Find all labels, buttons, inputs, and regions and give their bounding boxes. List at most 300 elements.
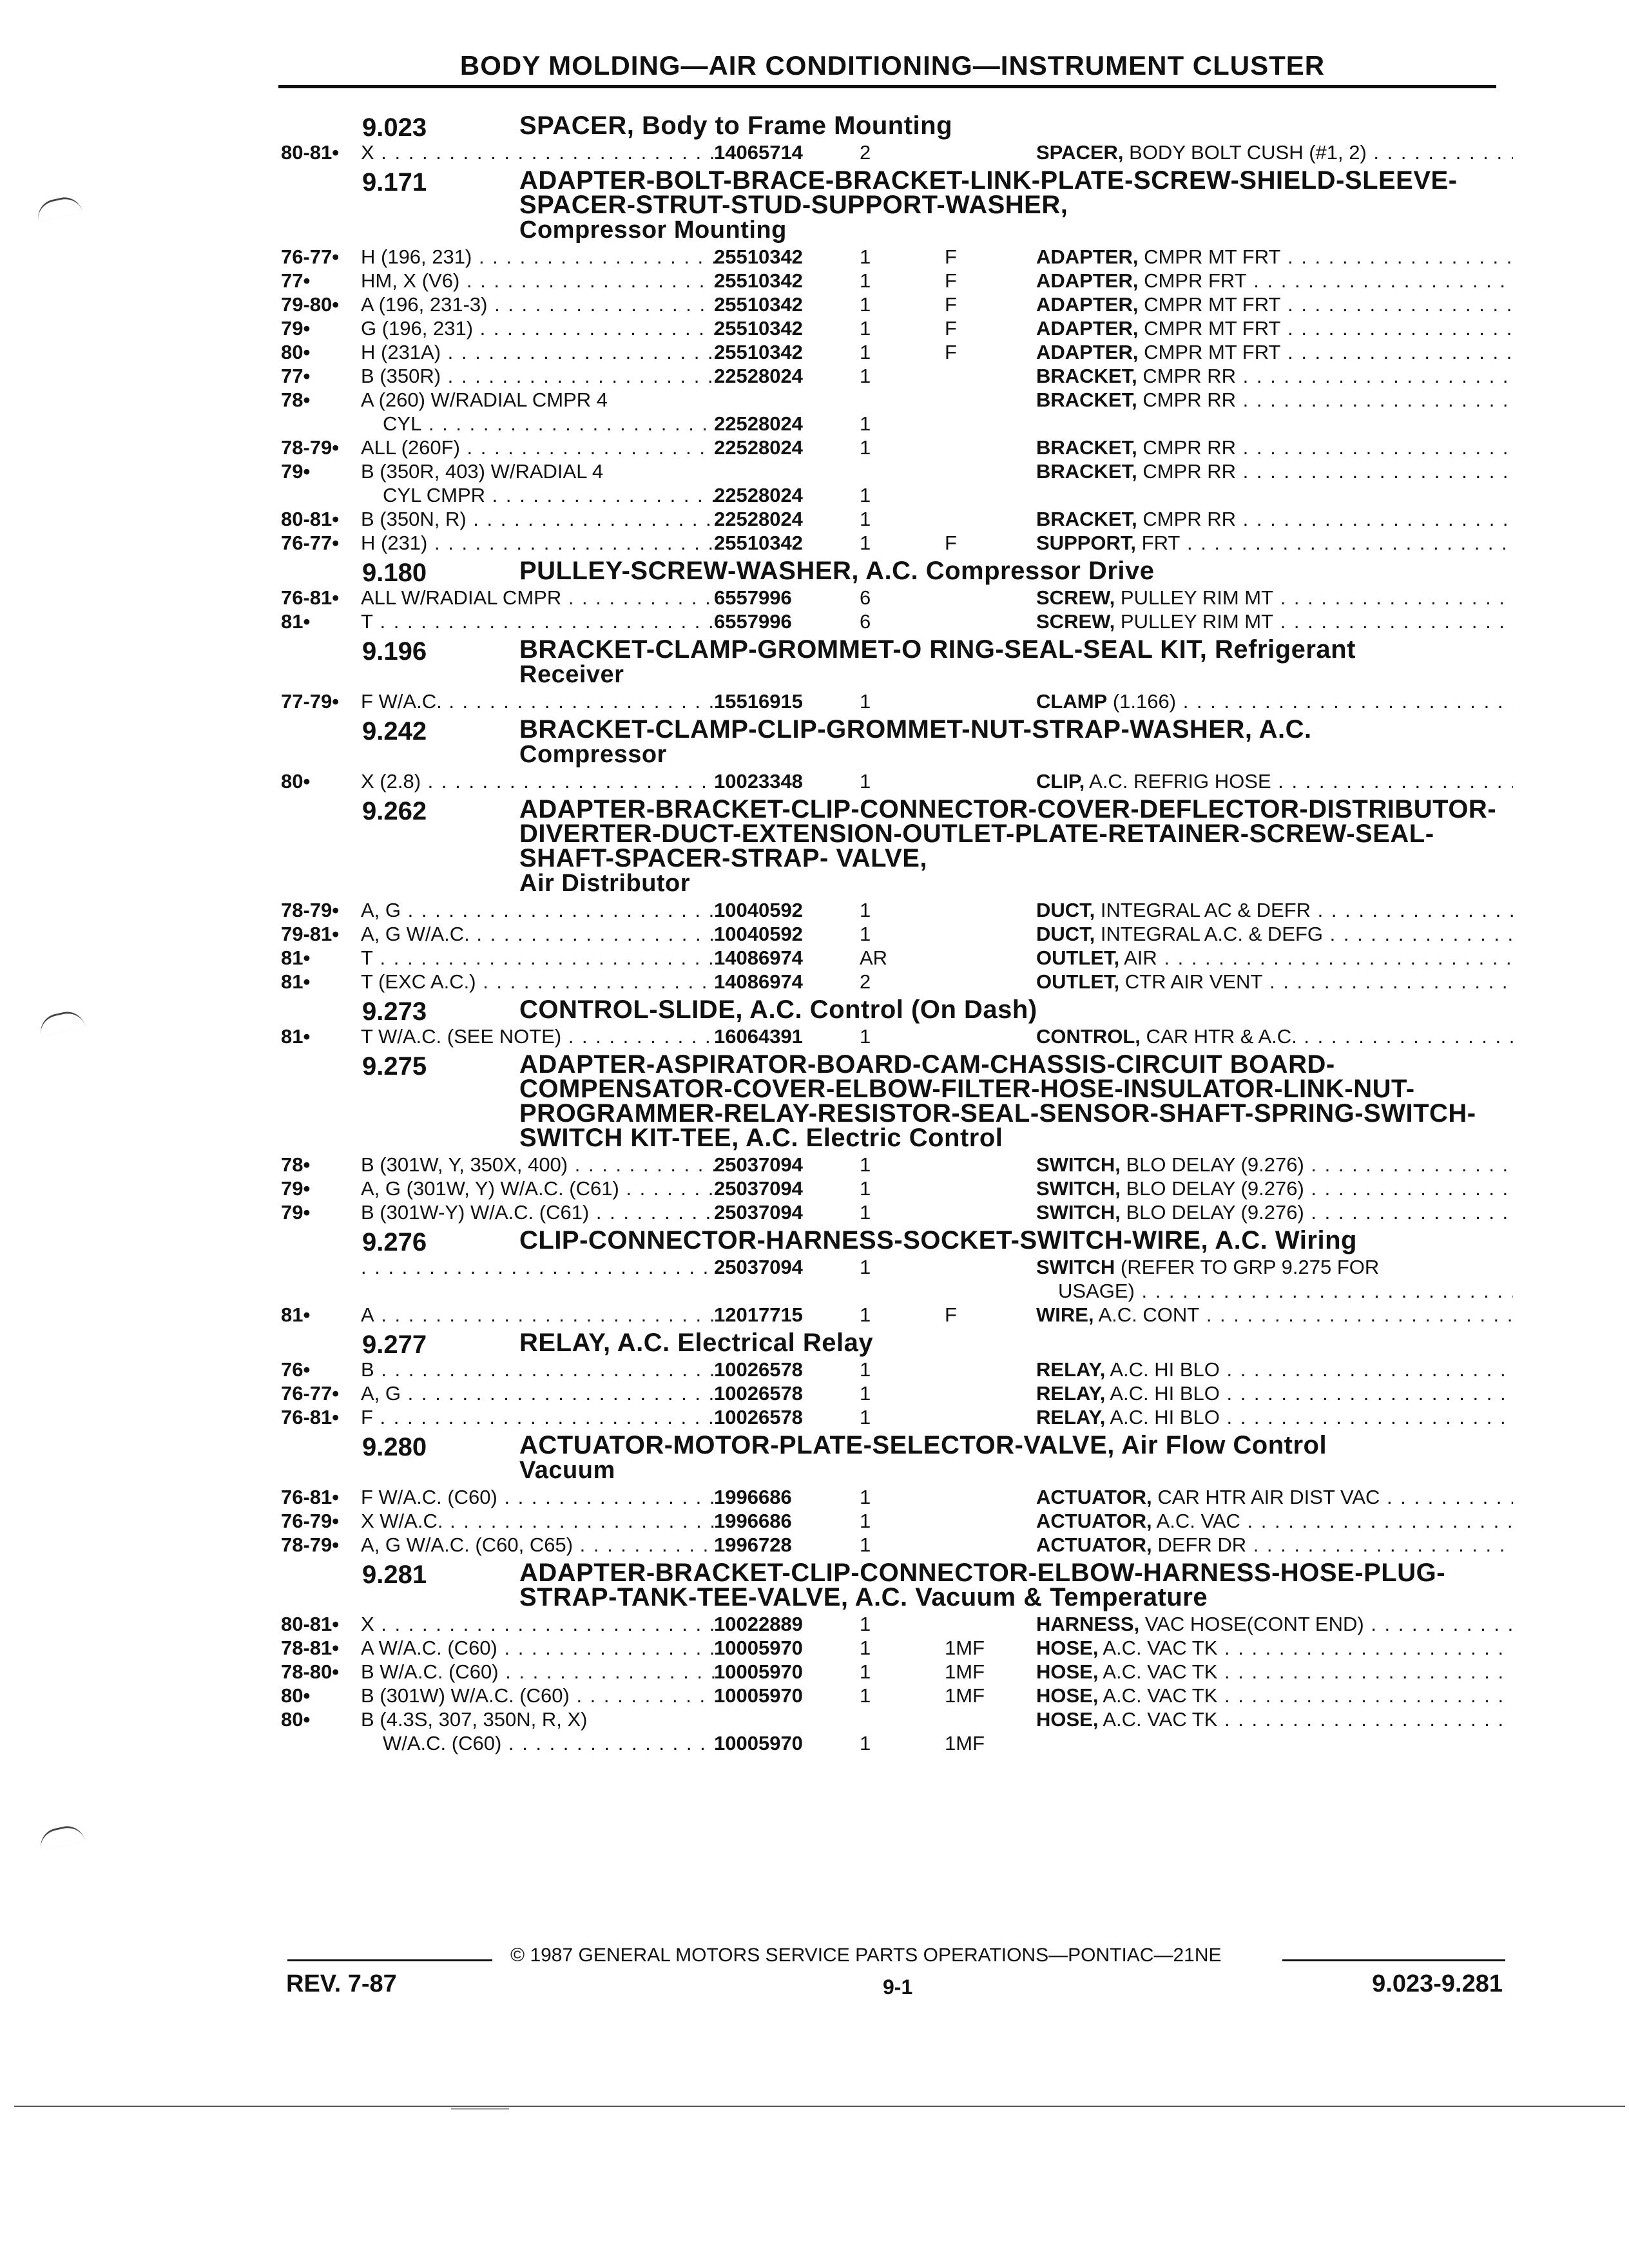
- model-application: [361, 364, 722, 388]
- part-description: [1036, 1200, 1513, 1224]
- part-description: [1036, 1707, 1513, 1731]
- quantity: 1: [860, 1732, 871, 1754]
- section-title: [519, 1228, 1505, 1253]
- part-description: [1036, 1153, 1513, 1177]
- footer-revision: REV. 7-87: [286, 1970, 397, 1997]
- part-row: [281, 388, 1505, 436]
- model-application: [361, 1153, 722, 1177]
- part-detail: AIR: [1124, 947, 1157, 969]
- footer-copyright: © 1987 GENERAL MOTORS SERVICE PARTS OPERATIONS—PONTIAC—21NE: [510, 1945, 1222, 1966]
- parts-rows: [281, 140, 1505, 164]
- quantity: 1: [860, 269, 871, 292]
- section-subtitle: Air Distributor: [519, 870, 691, 897]
- part-row: [281, 922, 1505, 946]
- part-row: [281, 1405, 1505, 1429]
- model-application: [361, 1636, 722, 1660]
- model-application: [361, 459, 722, 483]
- part-name: SWITCH: [1036, 1256, 1115, 1278]
- usage-code: 1MF: [945, 1684, 985, 1707]
- part-description: [1036, 531, 1513, 555]
- part-row: [281, 1485, 1505, 1509]
- model-application: [361, 1684, 722, 1707]
- part-row: [281, 459, 1505, 507]
- section-number: 9.171: [362, 168, 427, 197]
- model-year: 77•: [281, 365, 311, 387]
- model-application-text: F W/A.C.: [361, 690, 442, 713]
- model-year: 81•: [281, 970, 311, 993]
- part-row: [281, 1153, 1505, 1177]
- part-name: HARNESS,: [1036, 1613, 1140, 1635]
- part-name: BRACKET,: [1036, 508, 1137, 530]
- model-year: 76-77•: [281, 245, 340, 268]
- section-title-text: RELAY, A.C. Electrical Relay: [519, 1329, 874, 1357]
- part-number: 10026578: [714, 1406, 803, 1428]
- part-detail: A.C. REFRIG HOSE: [1089, 770, 1271, 793]
- part-row: [281, 610, 1505, 633]
- section-number: 9.276: [362, 1228, 427, 1256]
- section-header: [281, 717, 1505, 767]
- part-name: BRACKET,: [1036, 365, 1137, 387]
- model-application-text: B: [361, 1358, 374, 1381]
- section-header: [281, 995, 1505, 1026]
- part-name: SPACER,: [1036, 141, 1124, 164]
- part-number: 25510342: [714, 269, 803, 292]
- model-application-text: B (350N, R): [361, 508, 467, 530]
- section-number: 9.023: [362, 113, 427, 142]
- part-name: SCREW,: [1036, 610, 1115, 633]
- quantity: 1: [860, 508, 871, 530]
- part-row: [281, 1509, 1505, 1533]
- quantity: 1: [860, 365, 871, 387]
- section-number: 9.262: [362, 797, 427, 825]
- part-row: [281, 1024, 1505, 1048]
- part-name: ADAPTER,: [1036, 341, 1139, 363]
- section-subtitle: Compressor Mounting: [519, 216, 787, 244]
- part-row: [281, 1533, 1505, 1557]
- model-year: 79•: [281, 317, 311, 340]
- model-year: 81•: [281, 1303, 311, 1326]
- part-description-cont: [1058, 1279, 1513, 1303]
- part-detail: A.C. HI BLO: [1110, 1382, 1220, 1405]
- quantity: 1: [860, 1153, 871, 1176]
- part-description: [1036, 340, 1513, 364]
- part-detail: A.C. VAC TK: [1103, 1684, 1218, 1707]
- model-year: 76-79•: [281, 1510, 340, 1532]
- part-name: BRACKET,: [1036, 389, 1137, 411]
- model-application-text: ALL (260F): [361, 436, 460, 459]
- part-description: [1036, 1303, 1513, 1327]
- part-row: [281, 364, 1505, 388]
- quantity: 1: [860, 770, 871, 793]
- model-application: [361, 586, 722, 610]
- part-description: [1036, 1177, 1513, 1200]
- model-year: 80-81•: [281, 141, 340, 164]
- model-application-cont-text: CYL CMPR: [383, 484, 486, 506]
- section-title-text: BRACKET-CLAMP-CLIP-GROMMET-NUT-STRAP-WASHER, A.C.: [519, 715, 1312, 744]
- part-detail: (1.166): [1112, 690, 1177, 713]
- part-description: [1036, 269, 1513, 293]
- part-name: HOSE,: [1036, 1708, 1099, 1731]
- part-description: [1036, 1405, 1513, 1429]
- model-year: 78-79•: [281, 1533, 340, 1556]
- model-application-text: B (4.3S, 307, 350N, R, X): [361, 1708, 588, 1731]
- usage-code: F: [945, 1303, 957, 1326]
- part-description: [1036, 898, 1513, 922]
- model-application-text: A W/A.C. (C60): [361, 1637, 497, 1659]
- section-title: [519, 1052, 1505, 1150]
- model-application-text: B (301W-Y) W/A.C. (C61): [361, 1201, 590, 1224]
- model-application: [361, 1405, 722, 1429]
- quantity: 1: [860, 1303, 871, 1326]
- section-title-text: CLIP-CONNECTOR-HARNESS-SOCKET-SWITCH-WIRE, A.C. Wiring: [519, 1226, 1357, 1254]
- part-number: 22528024: [714, 436, 803, 459]
- part-number: 16064391: [714, 1025, 803, 1048]
- part-row: [281, 293, 1505, 316]
- model-year: 78•: [281, 389, 311, 411]
- model-application-cont: [383, 412, 721, 436]
- section-title-text: PULLEY-SCREW-WASHER, A.C. Compressor Drive: [519, 557, 1155, 585]
- model-application-cont: [383, 483, 721, 507]
- quantity: 2: [860, 141, 871, 164]
- model-year: 79-80•: [281, 293, 340, 316]
- part-detail: CMPR MT FRT: [1144, 245, 1281, 268]
- part-number: 10040592: [714, 923, 803, 945]
- section-number: 9.196: [362, 637, 427, 666]
- part-name: SWITCH,: [1036, 1201, 1121, 1224]
- model-year: 78•: [281, 1153, 311, 1176]
- part-description: [1036, 293, 1513, 316]
- part-number: 10005970: [714, 1732, 803, 1754]
- model-application: [361, 1533, 722, 1557]
- part-number: 25510342: [714, 317, 803, 340]
- model-year: 80-81•: [281, 1613, 340, 1635]
- section-title-text: CONTROL-SLIDE, A.C. Control (On Dash): [519, 995, 1037, 1024]
- quantity: 1: [860, 1177, 871, 1200]
- section-header: [281, 557, 1505, 587]
- part-description: [1036, 1255, 1513, 1279]
- binder-hole-mark: [37, 1008, 85, 1036]
- model-year: 79•: [281, 1177, 311, 1200]
- model-year: 78-79•: [281, 436, 340, 459]
- usage-code: F: [945, 269, 957, 292]
- footer-section-range: 9.023-9.281: [1372, 1970, 1503, 1997]
- part-number: 25037094: [714, 1177, 803, 1200]
- quantity: 1: [860, 245, 871, 268]
- part-name: ADAPTER,: [1036, 317, 1139, 340]
- model-application: [361, 1255, 722, 1279]
- usage-code: F: [945, 293, 957, 316]
- part-detail: PULLEY RIM MT: [1120, 586, 1274, 609]
- part-description-cont-text: USAGE): [1058, 1280, 1135, 1302]
- quantity: 1: [860, 412, 871, 435]
- usage-code: F: [945, 317, 957, 340]
- part-row: [281, 1200, 1505, 1224]
- part-row: [281, 245, 1505, 269]
- part-description: [1036, 388, 1513, 412]
- part-number: 1996728: [714, 1533, 792, 1556]
- section-header: [281, 1052, 1505, 1150]
- part-name: SUPPORT,: [1036, 532, 1137, 554]
- model-application-text: T: [361, 610, 373, 633]
- section-title-text: ADAPTER-BRACKET-CLIP-CONNECTOR-ELBOW-HARNESS-HOSE-PLUG-STRAP-TANK-TEE-VALVE, A.C. Vacuum & Temperature: [519, 1559, 1446, 1611]
- model-application: [361, 1485, 722, 1509]
- model-application-text: A (196, 231-3): [361, 293, 488, 316]
- model-application: [361, 1200, 722, 1224]
- part-number: 14065714: [714, 141, 803, 164]
- model-year: 81•: [281, 1025, 311, 1048]
- model-application-text: H (231): [361, 532, 428, 554]
- section-title-text: ADAPTER-BRACKET-CLIP-CONNECTOR-COVER-DEFLECTOR-DISTRIBUTOR-DIVERTER-DUCT-EXTENSION-OUTLET-PLATE-RETAINER-SCREW-SEAL-SHAFT-SPACER-STRAP- VALVE,: [519, 795, 1497, 872]
- section-header: [281, 1329, 1505, 1359]
- part-description: [1036, 586, 1513, 610]
- quantity: 1: [860, 1256, 871, 1278]
- part-number: 22528024: [714, 508, 803, 530]
- model-application-text: ALL W/RADIAL CMPR: [361, 586, 562, 609]
- part-detail: CAR HTR AIR DIST VAC: [1157, 1486, 1380, 1508]
- model-application-text: A, G: [361, 1382, 401, 1405]
- section-header: [281, 797, 1505, 896]
- part-description: [1036, 1684, 1513, 1707]
- model-year: 78-81•: [281, 1637, 340, 1659]
- part-description: [1036, 364, 1513, 388]
- part-number: 10005970: [714, 1684, 803, 1707]
- part-name: ADAPTER,: [1036, 245, 1139, 268]
- quantity: AR: [860, 947, 888, 969]
- part-row: [281, 769, 1505, 793]
- part-detail: CMPR RR: [1142, 436, 1237, 459]
- quantity: 1: [860, 484, 871, 506]
- part-detail: FRT: [1141, 532, 1181, 554]
- model-application-text: HM, X (V6): [361, 269, 460, 292]
- model-year: 80-81•: [281, 508, 340, 530]
- part-description: [1036, 459, 1513, 483]
- part-description: [1036, 970, 1513, 994]
- part-number: 1996686: [714, 1486, 792, 1508]
- section-number: 9.275: [362, 1052, 427, 1081]
- quantity: 1: [860, 690, 871, 713]
- part-name: BRACKET,: [1036, 436, 1137, 459]
- model-application-text: X: [361, 141, 374, 164]
- part-number: 10022889: [714, 1613, 803, 1635]
- part-description: [1036, 769, 1513, 793]
- part-name: HOSE,: [1036, 1660, 1099, 1683]
- model-year: 77•: [281, 269, 311, 292]
- section-title: [519, 797, 1505, 896]
- model-application: [361, 610, 722, 633]
- part-detail: BLO DELAY (9.276): [1126, 1177, 1304, 1200]
- model-year: 77-79•: [281, 690, 340, 713]
- part-description: [1036, 1660, 1513, 1684]
- part-description: [1036, 922, 1513, 946]
- model-year: 78-80•: [281, 1660, 340, 1683]
- usage-code: 1MF: [945, 1732, 985, 1754]
- part-number: 6557996: [714, 610, 792, 633]
- part-description: [1036, 140, 1513, 164]
- quantity: 1: [860, 317, 871, 340]
- section-title: [519, 1561, 1505, 1610]
- quantity: 6: [860, 610, 871, 633]
- part-number: 25037094: [714, 1201, 803, 1224]
- model-application-text: A (260) W/RADIAL CMPR 4: [361, 389, 608, 411]
- part-detail: CMPR MT FRT: [1144, 341, 1281, 363]
- part-number: 25510342: [714, 245, 803, 268]
- part-number: 22528024: [714, 365, 803, 387]
- section-title-text: ACTUATOR-MOTOR-PLATE-SELECTOR-VALVE, Air Flow Control: [519, 1431, 1327, 1459]
- part-number: 12017715: [714, 1303, 803, 1326]
- part-description: [1036, 245, 1513, 269]
- part-name: SCREW,: [1036, 586, 1115, 609]
- part-description: [1036, 1533, 1513, 1557]
- section-title-text: ADAPTER-ASPIRATOR-BOARD-CAM-CHASSIS-CIRCUIT BOARD-COMPENSATOR-COVER-ELBOW-FILTER-HOSE-INSULATOR-LINK-NUT-PROGRAMMER-RELAY-RESISTOR-SEAL-SENSOR-SHAFT-SPRING-SWITCH-SWITCH KIT-TEE, A.C. Electric Control: [519, 1050, 1476, 1152]
- model-application: [361, 1381, 722, 1405]
- model-application-text: A, G W/A.C.: [361, 923, 470, 945]
- model-application-text: G (196, 231): [361, 317, 474, 340]
- quantity: 1: [860, 1406, 871, 1428]
- quantity: 1: [860, 1025, 871, 1048]
- footer-page-number: 9-1: [883, 1975, 913, 1999]
- part-number: 22528024: [714, 412, 803, 435]
- section-title: [519, 997, 1505, 1022]
- model-application-text: T: [361, 947, 373, 969]
- part-number: 25510342: [714, 341, 803, 363]
- parts-listing: [281, 110, 1505, 1759]
- part-description: [1036, 689, 1513, 713]
- model-year: 76•: [281, 1358, 311, 1381]
- part-description: [1036, 1509, 1513, 1533]
- quantity: 1: [860, 1684, 871, 1707]
- part-row: [281, 1255, 1505, 1303]
- model-application: [361, 1660, 722, 1684]
- part-row: [281, 1707, 1505, 1755]
- model-year: 80•: [281, 341, 311, 363]
- part-number: 1996686: [714, 1510, 792, 1532]
- part-name: CLAMP: [1036, 690, 1108, 713]
- part-detail: INTEGRAL AC & DEFR: [1100, 899, 1311, 921]
- model-year: 79-81•: [281, 923, 340, 945]
- part-name: RELAY,: [1036, 1382, 1106, 1405]
- page-header-title: BODY MOLDING—AIR CONDITIONING—INSTRUMENT CLUSTER: [459, 50, 1325, 81]
- part-detail: CMPR RR: [1142, 389, 1237, 411]
- part-row: [281, 898, 1505, 922]
- model-application-text: F W/A.C. (C60): [361, 1486, 497, 1508]
- model-application: [361, 1358, 722, 1381]
- part-detail: A.C. HI BLO: [1110, 1406, 1220, 1428]
- quantity: 1: [860, 1201, 871, 1224]
- part-name: CLIP,: [1036, 770, 1085, 793]
- usage-code: F: [945, 341, 957, 363]
- parts-rows: [281, 1612, 1505, 1755]
- part-number: 10005970: [714, 1660, 803, 1683]
- model-application: [361, 1303, 722, 1327]
- section-title: [519, 717, 1505, 767]
- quantity: 1: [860, 1660, 871, 1683]
- part-name: RELAY,: [1036, 1406, 1106, 1428]
- part-name: ACTUATOR,: [1036, 1533, 1152, 1556]
- quantity: 2: [860, 970, 871, 993]
- part-detail: INTEGRAL A.C. & DEFG: [1100, 923, 1323, 945]
- part-row: [281, 436, 1505, 459]
- model-application-text: X (2.8): [361, 770, 421, 793]
- usage-code: 1MF: [945, 1637, 985, 1659]
- usage-code: F: [945, 532, 957, 554]
- section-header: [281, 1561, 1505, 1610]
- model-application-text: X W/A.C.: [361, 1510, 443, 1532]
- model-year: 80•: [281, 1708, 311, 1731]
- part-row: [281, 946, 1505, 970]
- quantity: 1: [860, 1358, 871, 1381]
- scan-edge-mark: [451, 2108, 509, 2109]
- part-number: 22528024: [714, 484, 803, 506]
- model-year: 76-81•: [281, 1486, 340, 1508]
- part-name: CONTROL,: [1036, 1025, 1141, 1048]
- model-application: [361, 140, 722, 164]
- part-name: OUTLET,: [1036, 947, 1120, 969]
- model-application-text: H (196, 231): [361, 245, 472, 268]
- part-row: [281, 1684, 1505, 1707]
- part-description: [1036, 1485, 1513, 1509]
- part-name: BRACKET,: [1036, 460, 1137, 483]
- part-detail: A.C. VAC TK: [1103, 1660, 1218, 1683]
- part-detail: A.C. VAC: [1156, 1510, 1240, 1532]
- section-title: [519, 559, 1505, 583]
- model-year: 78-79•: [281, 899, 340, 921]
- part-name: DUCT,: [1036, 923, 1095, 945]
- section-subtitle: Receiver: [519, 661, 624, 688]
- section-number: 9.273: [362, 997, 427, 1026]
- model-application-text: B W/A.C. (C60): [361, 1660, 499, 1683]
- part-number: 15516915: [714, 690, 803, 713]
- part-number: 10026578: [714, 1358, 803, 1381]
- part-row: [281, 1636, 1505, 1660]
- part-number: 14086974: [714, 970, 803, 993]
- binder-hole-mark: [37, 1823, 85, 1850]
- model-application: [361, 293, 722, 316]
- model-application: [361, 507, 722, 531]
- section-title: [519, 637, 1505, 687]
- model-application-text: B (350R, 403) W/RADIAL 4: [361, 460, 604, 483]
- quantity: 1: [860, 1533, 871, 1556]
- part-detail: VAC HOSE(CONT END): [1144, 1613, 1364, 1635]
- quantity: 1: [860, 341, 871, 363]
- parts-rows: [281, 769, 1505, 793]
- part-description: [1036, 507, 1513, 531]
- part-number: 25037094: [714, 1153, 803, 1176]
- model-year: 76-81•: [281, 586, 340, 609]
- part-row: [281, 340, 1505, 364]
- section-number: 9.242: [362, 717, 427, 745]
- part-detail: BLO DELAY (9.276): [1126, 1153, 1304, 1176]
- part-row: [281, 316, 1505, 340]
- model-application-text: B (301W) W/A.C. (C60): [361, 1684, 570, 1707]
- part-number: 6557996: [714, 586, 792, 609]
- model-application-text: T W/A.C. (SEE NOTE): [361, 1025, 562, 1048]
- model-application-text: F: [361, 1406, 373, 1428]
- parts-rows: [281, 1024, 1505, 1048]
- part-name: HOSE,: [1036, 1637, 1099, 1659]
- section-title: [519, 113, 1505, 138]
- quantity: 1: [860, 1510, 871, 1532]
- part-description: [1036, 1612, 1513, 1636]
- part-detail: CTR AIR VENT: [1124, 970, 1263, 993]
- parts-rows: [281, 1358, 1505, 1429]
- model-application: [361, 316, 722, 340]
- part-detail: (REFER TO GRP 9.275 FOR: [1120, 1256, 1380, 1278]
- part-name: SWITCH,: [1036, 1153, 1121, 1176]
- part-description: [1036, 316, 1513, 340]
- model-application: [361, 1024, 722, 1048]
- model-year: 81•: [281, 947, 311, 969]
- part-description: [1036, 1024, 1513, 1048]
